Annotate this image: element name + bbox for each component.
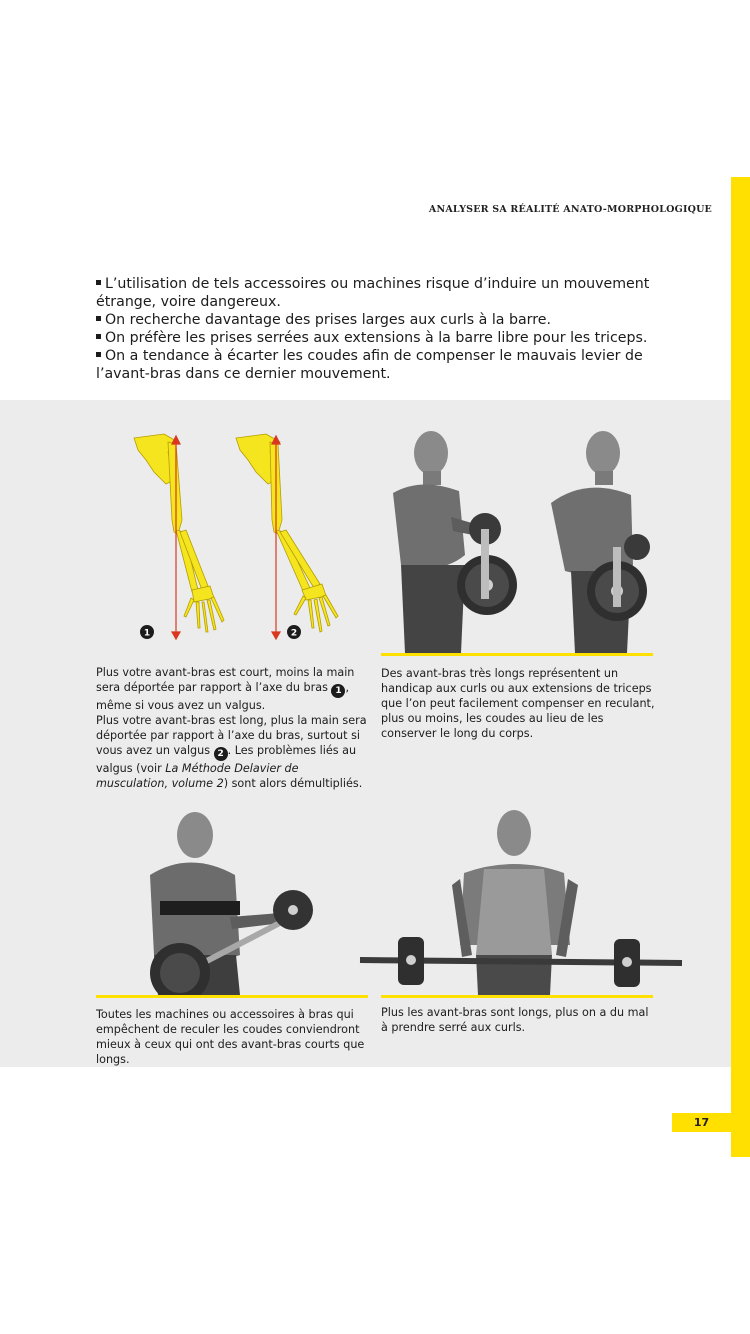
inline-marker-2: 2 [214, 747, 228, 761]
edge-accent-bar [731, 177, 750, 1157]
caption-skeleton: Plus votre avant-bras est court, moins la main sera déportée par rapport à l’axe du bras 1 , même si vous avez un valgus. Plus votre avant-bras est long, plus la main sera déportée par rapport à l’axe du bras, surtout si vous avez un valgus 2 . Les problèmes liés au valgus (voir La Méthode Delavier de musculation, volume 2) sont alors démultipliés. [96, 666, 367, 790]
inline-marker-1: 1 [331, 684, 345, 698]
figure-marker-1 [140, 625, 154, 639]
bullet-item: On recherche davantage des prises larges aux curls à la barre. [96, 311, 671, 329]
bullet-square-icon [96, 280, 101, 285]
bullet-item: On préfère les prises serrées aux extensions à la barre libre pour les triceps. [96, 329, 671, 347]
arm-blaster-photo [140, 805, 325, 995]
bullet-square-icon [96, 334, 101, 339]
running-header: ANALYSER SA RÉALITÉ ANATO-MORPHOLOGIQUE [428, 204, 712, 215]
curl-side-photo [381, 425, 653, 653]
svg-text:2: 2 [290, 628, 298, 639]
skeleton-1 [134, 434, 224, 632]
figure-rule [381, 653, 653, 656]
page-number: 17 [672, 1113, 731, 1132]
bullet-square-icon [96, 316, 101, 321]
athlete-figure-4 [452, 810, 578, 995]
figure-marker-2 [287, 625, 301, 639]
caption-curl-side: Des avant-bras très longs représentent un handicap aux curls ou aux extensions de triceps que l’on peut facilement compenser en reculant, plus ou moins, les coudes au lieu de les conserver le long du corps. [381, 667, 655, 740]
bullet-list [96, 275, 671, 383]
figure-rule [96, 995, 368, 998]
curl-front-photo [356, 805, 686, 995]
caption-curl-front: Plus les avant-bras sont longs, plus on a du mal à prendre serré aux curls. [381, 1006, 649, 1034]
svg-text:1: 1 [143, 628, 151, 639]
bullet-item: L’utilisation de tels accessoires ou machines risque d’induire un mouvement étrange, voire dangereux. [96, 276, 650, 310]
bullet-item: On a tendance à écarter les coudes afin de compenser le mauvais levier de l’avant-bras dans ce dernier mouvement. [96, 348, 643, 382]
arm-skeleton-illustration [96, 420, 366, 650]
figure-rule [381, 995, 653, 998]
caption-arm-blaster: Toutes les machines ou accessoires à bras qui empêchent de reculer les coudes conviendront mieux à ceux qui ont des avant-bras courts que longs. [96, 1008, 365, 1066]
skeleton-2 [236, 434, 338, 632]
bullet-square-icon [96, 352, 101, 357]
